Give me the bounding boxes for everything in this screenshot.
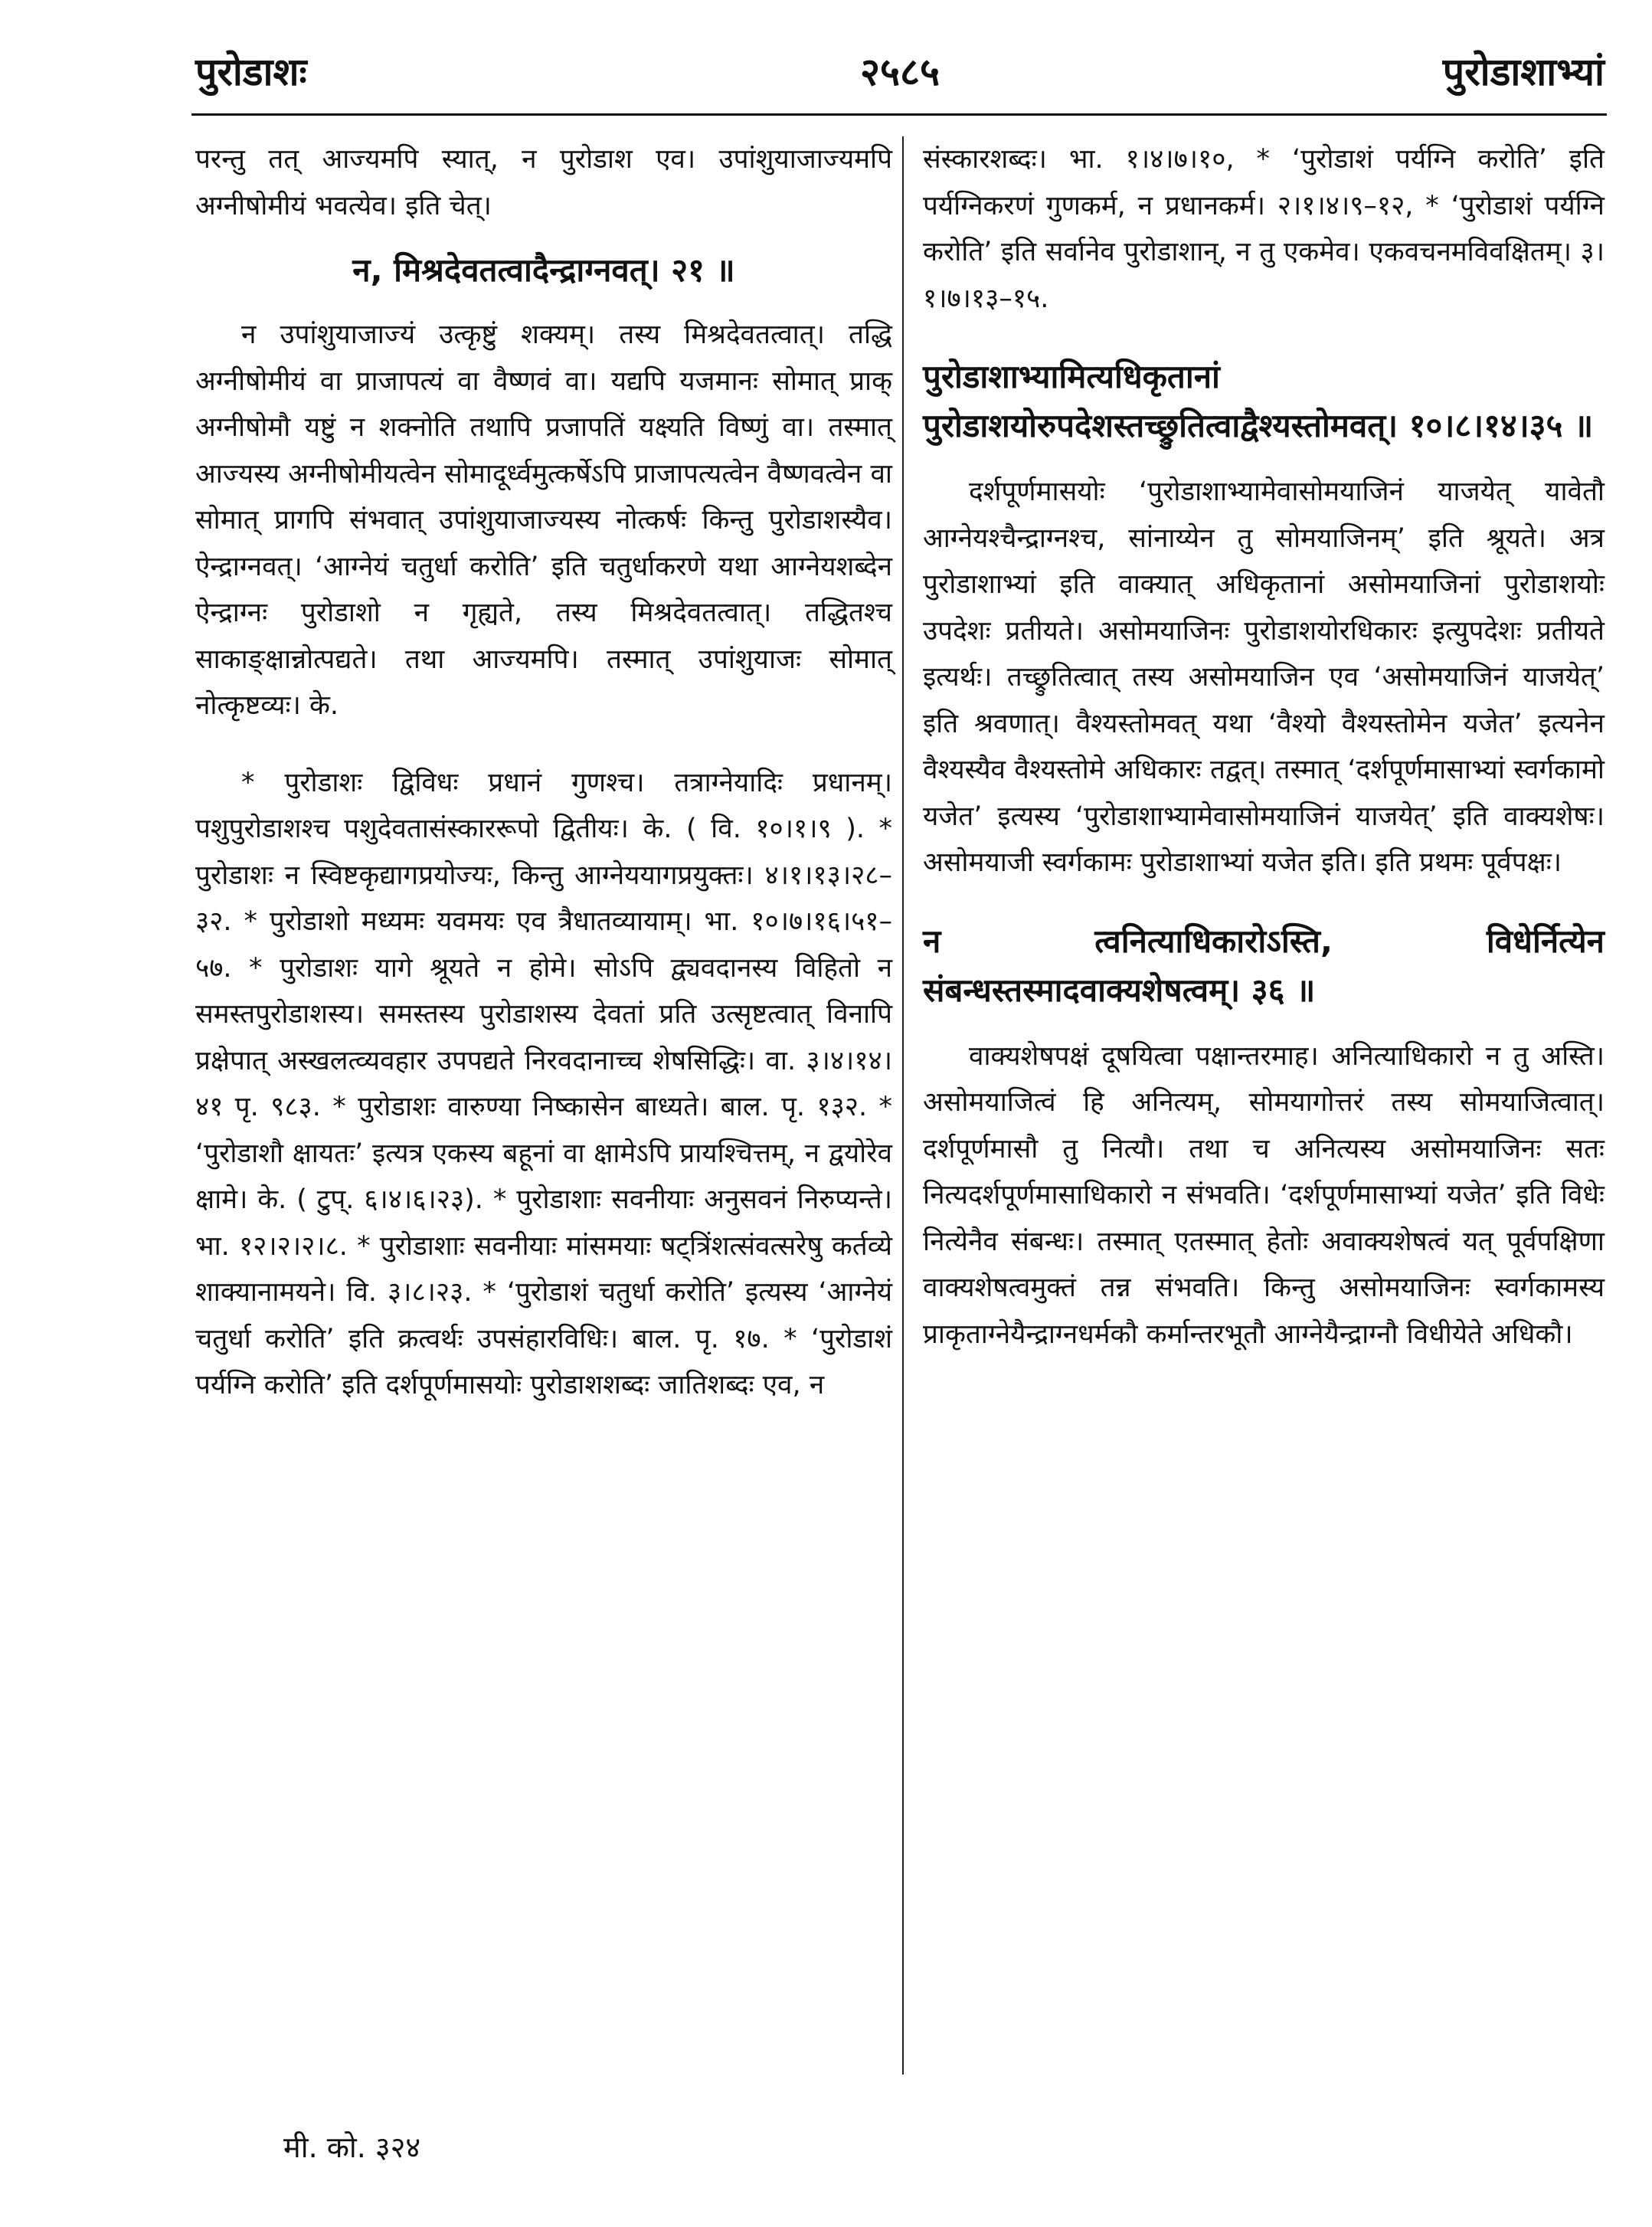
intro-paragraph: परन्तु तत् आज्यमपि स्यात्, न पुरोडाश एव। उपांशुयाजाज्यमपि अग्नीषोमीयं भवत्येव। इति चेत्।	[195, 144, 892, 221]
running-head-right: पुरोडाशाभ्यां	[1442, 50, 1605, 94]
right-column	[923, 136, 1605, 1357]
page-header	[195, 37, 1605, 106]
signature-mark: मी. को. ३२४	[283, 2130, 421, 2164]
sutra-36-commentary: वाक्यशेषपक्षं दूषयित्वा पक्षान्तरमाह। अनित्याधिकारो न तु अस्ति। असोमयाजित्वं हि अनित्यम्, सोमयागोत्तरं तस्य सोमयाजित्वात्। दर्शपूर्णमासौ तु नित्यौ। तथा च अनित्यस्य असोमयाजिनः सतः नित्यदर्शपूर्णमासाधिकारो न संभवति। ‘दर्शपूर्णमासाभ्यां यजेत’ इति विधेः नित्येनैव संबन्धः। तस्मात् एतस्मात् हेतोः अवाक्यशेषत्वं यत् पूर्वपक्षिणा वाक्यशेषत्वमुक्तं तन्न संभवति। किन्तु असोमयाजिनः स्वर्गकामस्य प्राकृताग्नेयैन्द्राग्नधर्मकौ कर्मान्तरभूतौ आग्नेयैन्द्राग्नौ विधीयेते अधिकौ।	[923, 1040, 1605, 1350]
running-head-left: पुरोडाशः	[195, 50, 307, 94]
continuation-paragraph: संस्कारशब्दः। भा. १।४।७।१०, * ‘पुरोडाशं पर्यग्नि करोति’ इति पर्यग्निकरणं गुणकर्म, न प्रधानकर्म। २।१।४।९–१२, * ‘पुरोडाशं पर्यग्नि करोति’ इति सर्वानेव पुरोडाशान्, न तु एकमेव। एकवचनमविवक्षितम्। ३।१।७।१३–१५.	[923, 144, 1605, 314]
column-divider	[902, 136, 904, 2075]
left-column	[195, 136, 892, 1409]
references-paragraph: * पुरोडाशः द्विविधः प्रधानं गुणश्च। तत्राग्नेयादिः प्रधानम्। पशुपुरोडाशश्च पशुदेवतासंस्काररूपो द्वितीयः। के. ( वि. १०।१।९ ). * पुरोडाशः न स्विष्टकृद्यागप्रयोज्यः, किन्तु आग्नेययागप्रयुक्तः। ४।१।१३।२८–३२. * पुरोडाशो मध्यमः यवमयः एव त्रैधातव्यायाम्। भा. १०।७।१६।५१–५७. * पुरोडाशः यागे श्रूयते न होमे। सोऽपि द्व्यवदानस्य विहितो न समस्तपुरोडाशस्य। समस्तस्य पुरोडाशस्य देवतां प्रति उत्सृष्टत्वात् विनापि प्रक्षेपात् अस्खलत्व्यवहार उपपद्यते निरवदानाच्च शेषसिद्धिः। वा. ३।४।१४।४१ पृ. ९८३. * पुरोडाशः वारुण्या निष्कासेन बाध्यते। बाल. पृ. १३२. * ‘पुरोडाशौ क्षायतः’ इत्यत्र एकस्य बहूनां वा क्षामेऽपि प्रायश्चित्तम्, न द्वयोरेव क्षामे। के. ( टुप्. ६।४।६।२३). * पुरोडाशाः सवनीयाः अनुसवनं निरुप्यन्ते। भा. १२।२।२।८. * पुरोडाशाः सवनीयाः मांसमयाः षट्त्रिंशत्संवत्सरेषु कर्तव्ये शाक्यानामयने। वि. ३।८।२३. * ‘पुरोडाशं चतुर्धा करोति’ इत्यस्य ‘आग्नेयं चतुर्धा करोति’ इति क्रत्वर्थः उपसंहारविधिः। बाल. पृ. १७. * ‘पुरोडाशं पर्यग्नि करोति’ इति दर्शपूर्णमासयोः पुरोडाशशब्दः जातिशब्दः एव, न	[195, 767, 892, 1400]
header-rule	[191, 113, 1607, 116]
sutra-21-commentary: न उपांशुयाजाज्यं उत्कृष्टुं शक्यम्। तस्य मिश्रदेवतत्वात्। तद्धि अग्नीषोमीयं वा प्राजापत्यं वा वैष्णवं वा। यद्यपि यजमानः सोमात् प्राक् अग्नीषोमौ यष्टुं न शक्नोति तथापि प्रजापतिं यक्ष्यति विष्णुं वा। तस्मात् आज्यस्य अग्नीषोमीयत्वेन सोमादूर्ध्वमुत्कर्षेऽपि प्राजापत्यत्वेन वैष्णवत्वेन वा सोमात् प्रागपि संभवात् उपांशुयाजाज्यस्य नोत्कर्षः किन्तु पुरोडाशस्यैव। ऐन्द्राग्नवत्। ‘आग्नेयं चतुर्धा करोति’ इति चतुर्धाकरणे यथा आग्नेयशब्देन ऐन्द्राग्नः पुरोडाशो न गृह्यते, तस्य मिश्रदेवतत्वात्। तद्धितश्च साकाङ्क्षान्नोत्पद्यते। तथा आज्यमपि। तस्मात् उपांशुयाजः सोमात् नोत्कृष्टव्यः। के.	[195, 319, 892, 721]
sutra-35: पुरोडाशाभ्यामित्यधिकृतानां पुरोडाशयोरुपदेशस्तच्छ्रुतित्वाद्वैश्यस्तोमवत्। १०।८।१४।३५ ॥	[923, 358, 1594, 444]
sutra-36: न त्वनित्याधिकारोऽस्ति, विधेर्नित्येन संबन्धस्तस्मादवाक्यशेषत्वम्। ३६ ॥	[923, 922, 1605, 1009]
sutra-21: न, मिश्रदेवतत्वादैन्द्राग्नवत्। २१ ॥	[352, 251, 735, 289]
sutra-35-commentary: दर्शपूर्णमासयोः ‘पुरोडाशाभ्यामेवासोमयाजिनं याजयेत् यावेतौ आग्नेयश्चैन्द्राग्नश्च, सांनाय्येन तु सोमयाजिनम्’ इति श्रूयते। अत्र पुरोडाशाभ्यां इति वाक्यात् अधिकृतानां असोमयाजिनां पुरोडाशयोः उपदेशः प्रतीयते। असोमयाजिनः पुरोडाशयोरधिकारः इत्युपदेशः प्रतीयते इत्यर्थः। तच्छ्रुतित्वात् तस्य असोमयाजिन एव ‘असोमयाजिनं याजयेत्’ इति श्रवणात्। वैश्यस्तोमवत् यथा ‘वैश्यो वैश्यस्तोमेन यजेत’ इत्यनेन वैश्यस्यैव वैश्यस्तोमे अधिकारः तद्वत्। तस्मात् ‘दर्शपूर्णमासाभ्यां स्वर्गकामो यजेत’ इत्यस्य ‘पुरोडाशाभ्यामेवासोमयाजिनं याजयेत्’ इति वाक्यशेषः। असोमयाजी स्वर्गकामः पुरोडाशाभ्यां यजेत इति। इति प्रथमः पूर्वपक्षः।	[923, 477, 1605, 878]
page-number: २५८५	[860, 50, 940, 94]
